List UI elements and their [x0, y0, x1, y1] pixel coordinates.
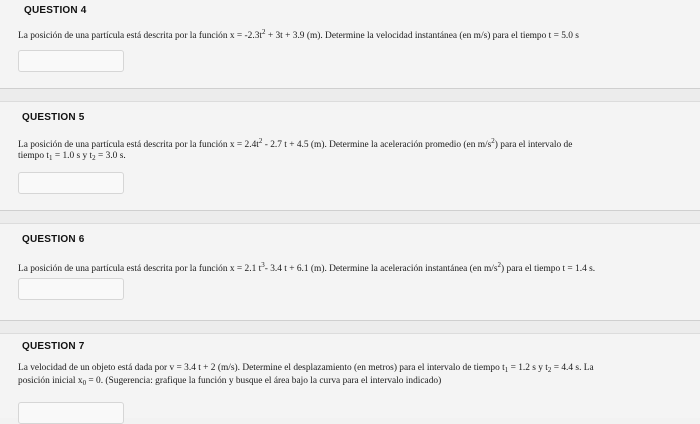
question-6-answer-input[interactable] — [18, 278, 124, 300]
question-4-block — [0, 0, 700, 88]
divider-band — [0, 210, 700, 224]
question-5-title: QUESTION 5 — [22, 112, 85, 123]
question-7-block — [0, 334, 700, 418]
divider-band — [0, 88, 700, 102]
question-6-block — [0, 224, 700, 320]
question-7-title: QUESTION 7 — [22, 341, 85, 352]
question-4-title: QUESTION 4 — [24, 5, 87, 16]
question-5-block — [0, 102, 700, 210]
question-5-text: La posición de una partícula está descrita por la función $x = 2.4t^2 - 2.7$ t + 4.5 (m). Determine la aceleración promedio (en $m/s^2$) para el intervalo de tiempo $t_1 = 1.0$ s y $t_2 = 3.0$ s. — [18, 137, 573, 162]
question-6-title: QUESTION 6 — [22, 234, 85, 245]
question-4-text: La posición de una partícula está descrita por la función $x = -2.3t^2 + 3t + 3.9$ (m). Determine la velocidad instantánea (en m/s) para el tiempo t = 5.0 s — [18, 28, 579, 41]
question-7-text: La velocidad de un objeto está dada por v = 3.4 t + 2 (m/s). Determine el desplazamiento (en metros) para el intervalo de tiempo $t_1 = 1.2$ s y $t_2 = 4.4$ s. La posición inicial $x_0 = 0$. (Sugerencia: grafique la función y busque el área bajo la curva para el intervalo indicado) — [18, 363, 594, 387]
question-4-answer-input[interactable] — [18, 50, 124, 72]
divider — [0, 88, 700, 89]
question-6-text: La posición de una partícula está descrita por la función x = 2.1 $t^3-$ 3.4 t + 6.1 (m). Determine la aceleración instantánea (en $m/s^2$) para el tiempo t = 1.4 s. — [18, 261, 596, 274]
divider-band — [0, 320, 700, 334]
divider — [0, 210, 700, 211]
question-7-answer-input[interactable] — [18, 402, 124, 424]
question-5-answer-input[interactable] — [18, 172, 124, 194]
divider — [0, 320, 700, 321]
